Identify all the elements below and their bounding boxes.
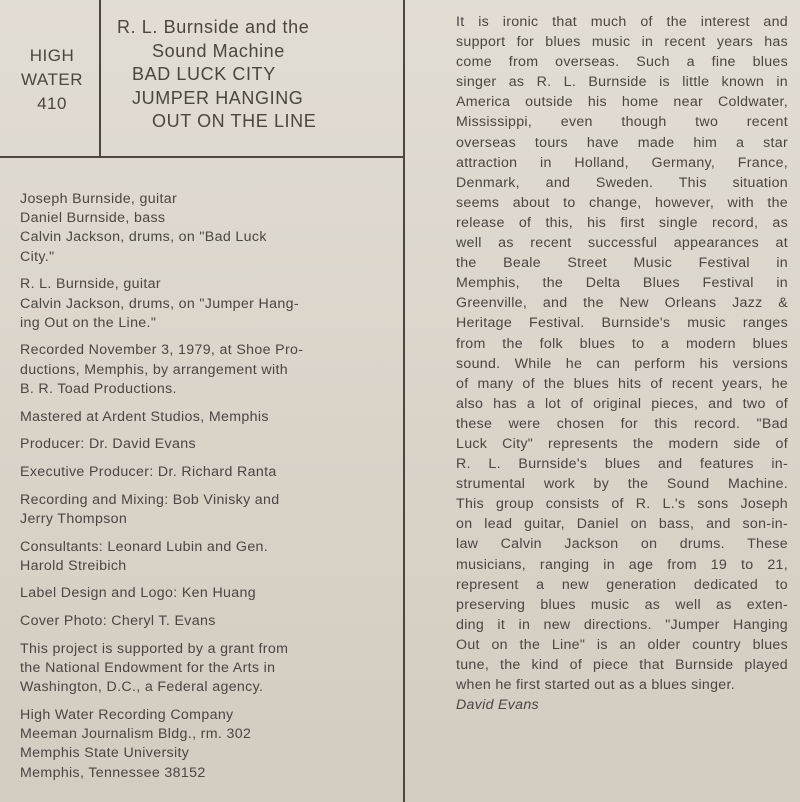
credit-block: [20, 706, 360, 783]
credit-line: the National Endowment for the Arts in: [20, 660, 276, 677]
liner-notes-essay: [456, 12, 788, 715]
song-title-b-line1: JUMPER HANGING: [132, 87, 304, 108]
credit-line: Label Design and Logo: Ken Huang: [20, 585, 257, 602]
credit-line: Daniel Burnside, bass: [20, 210, 166, 227]
divider-catalog-titles: [99, 0, 101, 157]
credit-line: Joseph Burnside, guitar: [20, 191, 178, 207]
essay-line: when he first started out as a blues singer.: [456, 677, 735, 694]
essay-line: Heritage Festival. Burnside's music ranges: [456, 315, 788, 332]
credit-line: Recorded November 3, 1979, at Shoe Pro-: [20, 342, 304, 359]
credit-line: Executive Producer: Dr. Richard Ranta: [20, 463, 277, 480]
record-titles: [112, 16, 402, 134]
credit-line: R. L. Burnside, guitar: [20, 276, 161, 293]
essay-line: America outside his home near Coldwater,: [456, 94, 788, 111]
essay-line: musicians, ranging in age from 19 to 21,: [456, 556, 788, 573]
essay-line: Out on the Line" is an older country blues: [456, 636, 788, 653]
essay-line: attraction in Holland, Germany, France,: [456, 154, 788, 171]
essay-line: strumental work by the Sound Machine.: [456, 476, 788, 493]
divider-center-column: [403, 0, 405, 802]
credit-line: Washington, D.C., a Federal agency.: [20, 679, 264, 696]
essay-line: the Beale Street Music Festival in: [456, 255, 788, 272]
catalog-label-line: WATER: [21, 70, 83, 89]
catalog-number: [8, 44, 96, 116]
essay-line: law Calvin Jackson on drums. These: [456, 536, 788, 553]
credit-line: City.": [20, 248, 55, 265]
essay-line: release of this, his first single record, as: [456, 214, 788, 231]
essay-line: ding it in new directions. "Jumper Hanging: [456, 616, 788, 633]
credit-line: Calvin Jackson, drums, on "Bad Luck: [20, 229, 267, 246]
essay-line: these were chosen for this record. "Bad: [456, 415, 788, 432]
credit-line: Recording and Mixing: Bob Vinisky and: [20, 491, 280, 508]
essay-line: overseas tours have made him a star: [456, 134, 788, 151]
credit-block: [20, 190, 360, 267]
essay-line: singer as R. L. Burnside is little known in: [456, 74, 788, 91]
essay-line: Mississippi, even though two recent: [456, 114, 788, 131]
credit-line: Consultants: Leonard Lubin and Gen.: [20, 538, 269, 555]
credit-block: [20, 275, 360, 333]
credit-block: [20, 463, 360, 482]
credit-line: ing Out on the Line.": [20, 314, 157, 331]
catalog-label-line: HIGH: [29, 46, 75, 65]
credit-block: [20, 408, 360, 427]
credits-list: [20, 190, 360, 791]
credit-line: Memphis State University: [20, 745, 190, 762]
credit-line: Meeman Journalism Bldg., rm. 302: [20, 726, 252, 743]
essay-line: from the folk blues to a modern blues: [456, 335, 788, 352]
credit-line: High Water Recording Company: [20, 706, 234, 723]
essay-line: sound. While he can perform his versions: [456, 355, 788, 372]
essay-line: Memphis, the Delta Blues Festival in: [456, 275, 788, 292]
credit-line: Cover Photo: Cheryl T. Evans: [20, 613, 216, 630]
credit-block: [20, 640, 360, 698]
essay-line: on lead guitar, Daniel on bass, and son-in-: [456, 516, 788, 533]
credit-line: Harold Streibich: [20, 557, 127, 574]
credit-line: ductions, Memphis, by arrangement with: [20, 361, 289, 378]
essay-line: also has a lot of original pieces, and two of: [456, 395, 788, 412]
credit-line: Memphis, Tennessee 38152: [20, 764, 206, 781]
essay-line: come from overseas. Such a fine blues: [456, 54, 788, 71]
credit-line: Mastered at Ardent Studios, Memphis: [20, 408, 269, 425]
essay-line: preserving blues music as well as exten-: [456, 596, 788, 613]
essay-line: Greenville, and the New Orleans Jazz &: [456, 295, 788, 312]
credit-block: [20, 612, 360, 631]
author-signature: David Evans: [456, 697, 539, 714]
credit-line: Calvin Jackson, drums, on "Jumper Hang-: [20, 295, 299, 312]
essay-line: well as recent successful appearances at: [456, 235, 788, 252]
essay-line: support for blues music in recent years has: [456, 34, 788, 51]
essay-line: This group consists of R. L.'s sons Joseph: [456, 496, 788, 513]
catalog-label-line: 410: [37, 94, 67, 113]
essay-line: It is ironic that much of the interest and: [456, 14, 788, 30]
credit-line: Producer: Dr. David Evans: [20, 436, 196, 453]
credit-line: This project is supported by a grant from: [20, 640, 289, 657]
song-title-b-line2: OUT ON THE LINE: [152, 111, 317, 131]
credit-block: [20, 341, 360, 399]
credit-line: Jerry Thompson: [20, 510, 128, 527]
divider-header-bottom: [0, 156, 404, 158]
essay-line: R. L. Burnside's blues and features in-: [456, 456, 788, 473]
song-title-a: BAD LUCK CITY: [132, 64, 276, 84]
essay-line: represent a new generation dedicated to: [456, 576, 788, 593]
band-line: Sound Machine: [152, 40, 285, 61]
artist-line: R. L. Burnside and the: [117, 17, 310, 37]
essay-line: tune, the kind of piece that Burnside played: [456, 657, 788, 673]
essay-line: Denmark, and Sweden. This situation: [456, 174, 788, 191]
credit-block: [20, 435, 360, 454]
credit-block: [20, 491, 360, 529]
credit-line: B. R. Toad Productions.: [20, 380, 177, 397]
credit-block: [20, 584, 360, 603]
essay-line: seems about to change, however, with the: [456, 194, 788, 211]
credit-block: [20, 538, 360, 576]
essay-line: of many of the blues hits of recent years, he: [456, 375, 788, 392]
essay-line: Luck City" represents the modern side of: [456, 435, 788, 452]
